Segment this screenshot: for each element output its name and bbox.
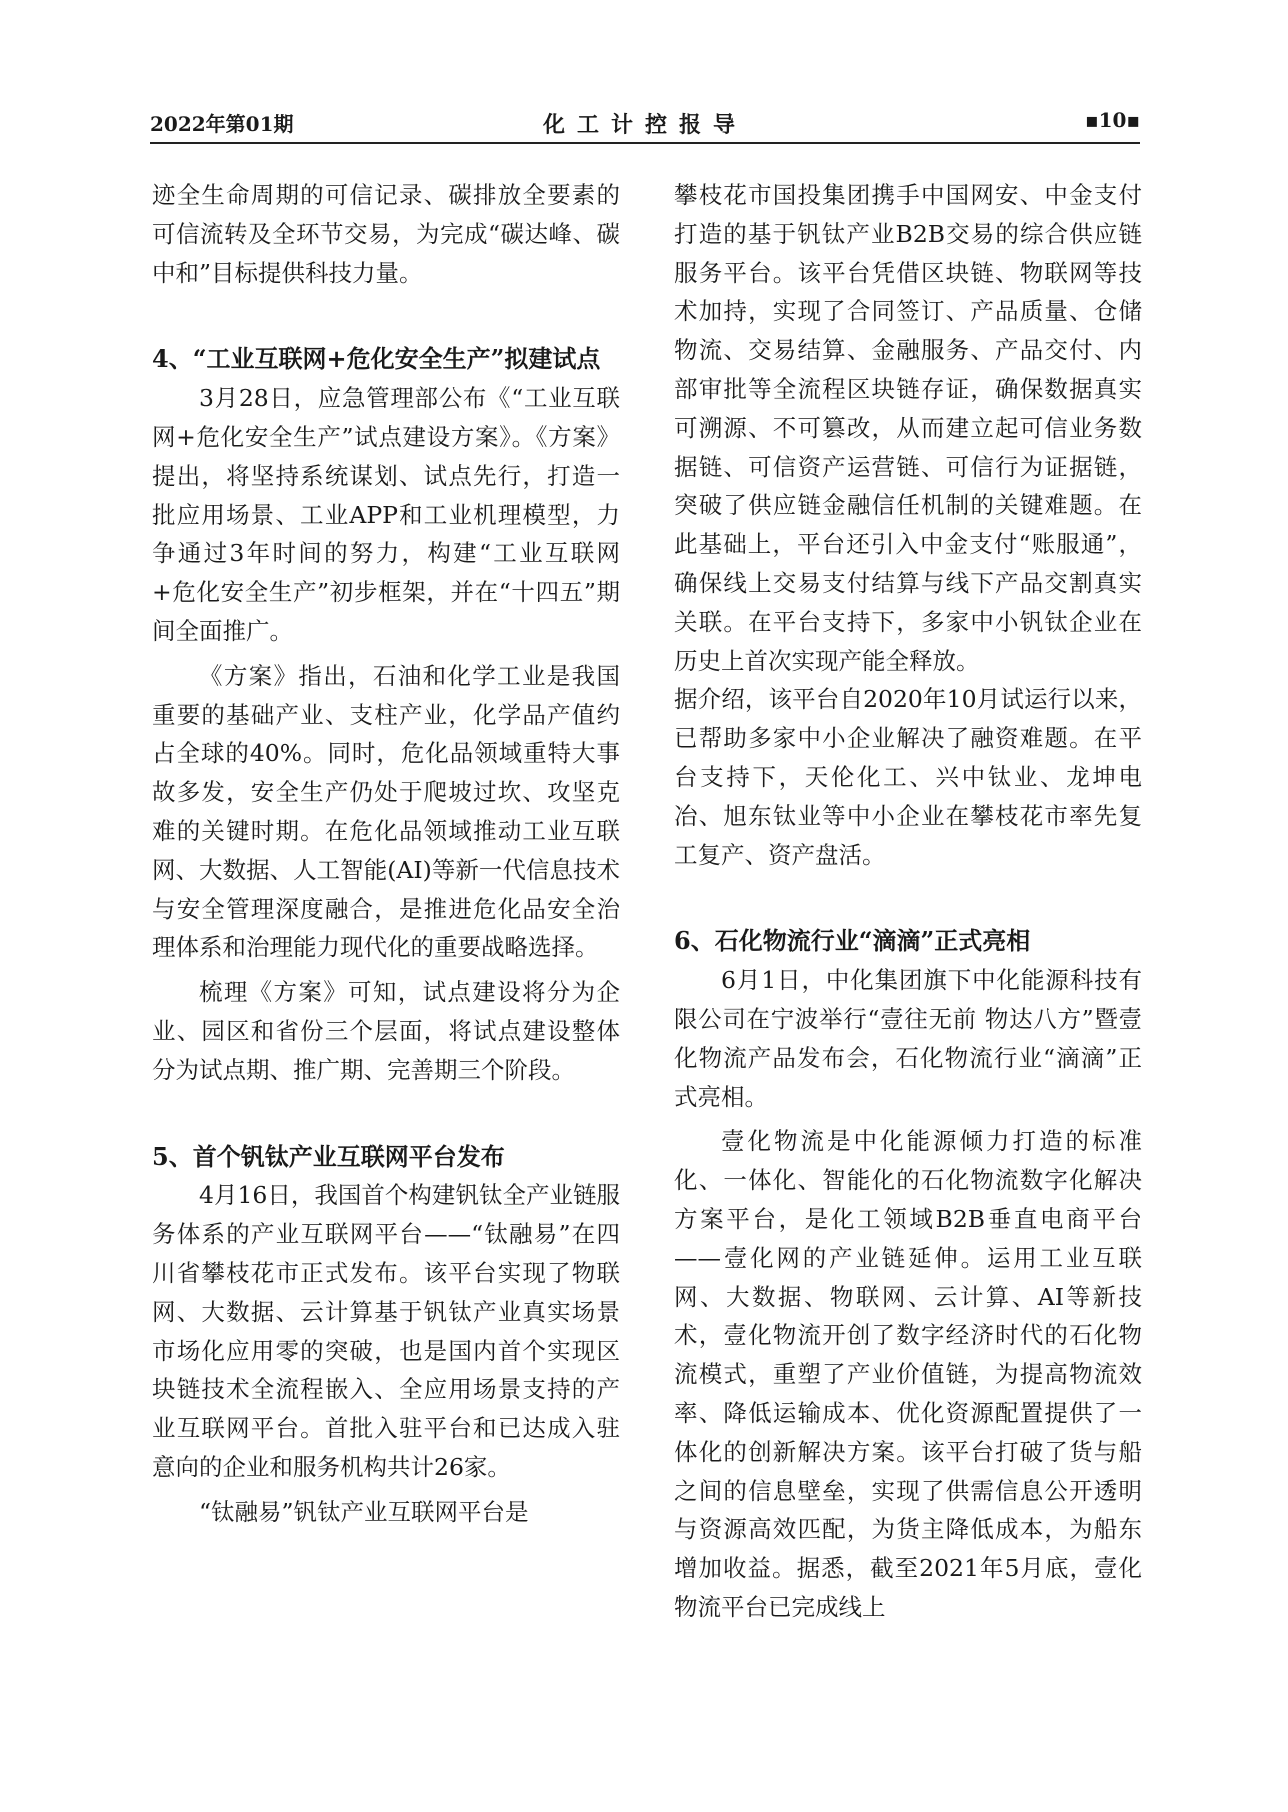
paragraph: 《方案》指出，石油和化学工业是我国重要的基础产业、支柱产业，化学品产值约占全球的40%。同时，危化品领域重特大事故多发，安全生产仍处于爬坡过坎、攻坚克难的关键时期。在危化品领域推动工业互联网、大数据、人工智能(AI)等新一代信息技术与安全管理深度融合，是推进危化品安全治理体系和治理能力现代化的重要战略选择。 [152, 661, 620, 962]
section-heading-5: 5、首个钒钛产业互联网平台发布 [152, 1141, 505, 1171]
paragraph: 壹化物流是中化能源倾力打造的标准化、一体化、智能化的石化物流数字化解决方案平台，是化工领域B2B垂直电商平台——壹化网的产业链延伸。运用工业互联网、大数据、物联网、云计算、AI等新技术，壹化物流开创了数字经济时代的石化物流模式，重塑了产业价值链，为提高物流效率、降低运输成本、优化资源配置提供了一体化的创新解决方案。该平台打破了货与船之间的信息壁垒，实现了供需信息公开透明与资源高效匹配，为货主降低成本，为船东增加收益。据悉，截至2021年5月底，壹化物流平台已完成线上 [674, 1127, 1142, 1621]
page-number: ▪10▪ [1085, 108, 1140, 132]
section-heading-6: 6、石化物流行业“滴滴”正式亮相 [674, 926, 1031, 956]
section-heading-4: 4、“工业互联网+危化安全生产”拟建试点 [152, 344, 601, 374]
issue-number: 2022年第01期 [150, 112, 294, 136]
paragraph: 迹全生命周期的可信记录、碳排放全要素的可信流转及全环节交易，为完成“碳达峰、碳中和”目标提供科技力量。 [152, 181, 620, 287]
paragraph: 3月28日，应急管理部公布《“工业互联网+危化安全生产”试点建设方案》。《方案》提出，将坚持系统谋划、试点先行，打造一批应用场景、工业APP和工业机理模型，力争通过3年时间的努力，构建“工业互联网+危化安全生产”初步框架，并在“十四五”期间全面推广。 [152, 384, 620, 645]
paragraph: “钛融易”钒钛产业互联网平台是 [199, 1497, 529, 1526]
page-header [150, 106, 1140, 144]
journal-title: 化工计控报导 [542, 112, 747, 138]
paragraph: 据介绍，该平台自2020年10月试运行以来，已帮助多家中小企业解决了融资难题。在平台支持下，天伦化工、兴中钛业、龙坤电冶、旭东钛业等中小企业在攀枝花市率先复工复产、资产盘活。 [674, 685, 1142, 869]
right-column [674, 176, 1142, 1627]
paragraph: 梳理《方案》可知，试点建设将分为企业、园区和省份三个层面，将试点建设整体分为试点期、推广期、完善期三个阶段。 [152, 978, 620, 1084]
paragraph: 6月1日，中化集团旗下中化能源科技有限公司在宁波举行“壹往无前 物达八方”暨壹化物流产品发布会，石化物流行业“滴滴”正式亮相。 [674, 966, 1142, 1111]
left-column [152, 176, 620, 1532]
paragraph: 4月16日，我国首个构建钒钛全产业链服务体系的产业互联网平台——“钛融易”在四川省攀枝花市正式发布。该平台实现了物联网、大数据、云计算基于钒钛产业真实场景市场化应用零的突破，也是国内首个实现区块链技术全流程嵌入、全应用场景支持的产业互联网平台。首批入驻平台和已达成入驻意向的企业和服务机构共计26家。 [152, 1181, 620, 1481]
paragraph: 攀枝花市国投集团携手中国网安、中金支付打造的基于钒钛产业B2B交易的综合供应链服务平台。该平台凭借区块链、物联网等技术加持，实现了合同签订、产品质量、仓储物流、交易结算、金融服务、产品交付、内部审批等全流程区块链存证，确保数据真实可溯源、不可篡改，从而建立起可信业务数据链、可信资产运营链、可信行为证据链，突破了供应链金融信任机制的关键难题。在此基础上，平台还引入中金支付“账服通”，确保线上交易支付结算与线下产品交割真实关联。在平台支持下，多家中小钒钛企业在历史上首次实现产能全释放。 [674, 181, 1142, 675]
